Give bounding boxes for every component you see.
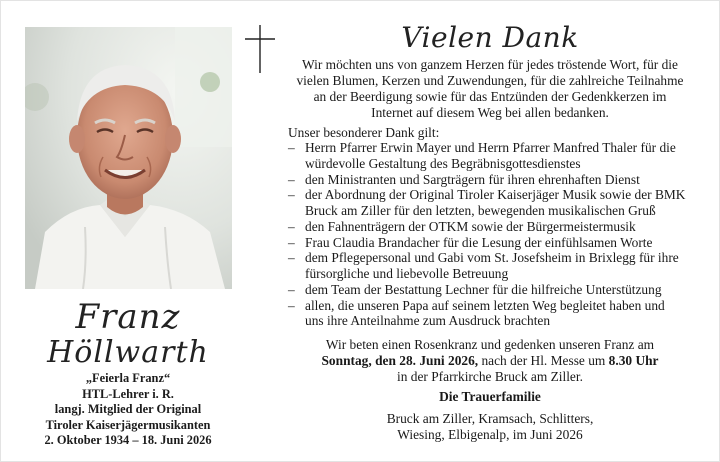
detail-line: Tiroler Kaiserjägermusikanten	[45, 417, 211, 432]
thanks-item	[288, 219, 698, 235]
rosary-line: in der Pfarrkirche Bruck am Ziller.	[397, 368, 583, 384]
thanks-item-line: – der Abordnung der Original Tiroler Kaiserjäger Musik sowie der BMK	[305, 187, 686, 203]
rosary-time: 8.30 Uhr	[608, 352, 659, 368]
last-name: Höllwarth	[47, 335, 209, 370]
thanks-title: Vielen Dank	[401, 21, 579, 54]
thanks-item-line: Bruck am Ziller für den letzten, bewegenden musikalischen Gruß	[305, 203, 656, 218]
thanks-item	[288, 250, 698, 282]
thanks-item-line: – allen, die unseren Papa auf seinem letzten Weg begleitet haben und	[305, 297, 665, 313]
life-dates: 2. Oktober 1934 – 18. Juni 2026	[44, 433, 212, 448]
detail-line: HTL-Lehrer i. R.	[82, 386, 174, 401]
thanks-item	[288, 187, 698, 219]
thanks-item-line: uns ihre Anteilnahme zum Ausdruck brachten	[305, 313, 551, 329]
nickname: „Feierla Franz“	[85, 371, 171, 385]
cross-icon	[243, 23, 277, 75]
intro-line: vielen Blumen, Kerzen und Zuwendungen, für die zahlreiche Teilnahme	[296, 72, 684, 88]
rosary-line	[285, 353, 695, 369]
rosary-mid: nach der Hl. Messe um	[478, 352, 609, 368]
rosary-announcement	[285, 337, 695, 384]
place-and-date	[285, 411, 695, 443]
thanks-item-line: – dem Pflegepersonal und Gabi vom St. Josefsheim in Brixlegg für ihre	[305, 250, 679, 266]
family-signature: Die Trauerfamilie	[439, 389, 541, 404]
rosary-date: Sonntag, den 28. Juni 2026,	[321, 352, 479, 368]
place-line: Bruck am Ziller, Kramsach, Schlitters,	[386, 411, 594, 426]
rosary-line: Wir beten einen Rosenkranz und gedenken unseren Franz am	[325, 337, 655, 352]
deceased-details	[1, 371, 255, 449]
intro-line: Internet auf diesem Weg bei allen bedanken.	[371, 104, 609, 120]
thanks-item	[288, 298, 698, 330]
intro-paragraph	[285, 57, 695, 121]
thanks-item	[288, 140, 698, 172]
thanks-item-line: würdevolle Gestaltung des Begräbnisgottesdienstes	[305, 155, 581, 171]
thanks-list	[288, 140, 698, 329]
thanks-item	[288, 282, 698, 298]
thanks-heading: Unser besonderer Dank gilt:	[288, 125, 440, 140]
thanks-item-line: – Frau Claudia Brandacher für die Lesung der einfühlsamen Worte	[305, 234, 653, 250]
thanks-item-line: – den Fahnenträgern der OTKM sowie der Bürgermeistermusik	[305, 218, 636, 234]
detail-line: langj. Mitglied der Original	[54, 402, 202, 417]
intro-line: Wir möchten uns von ganzem Herzen für jedes tröstende Wort, für die	[302, 57, 678, 72]
intro-line: an der Beerdigung sowie für das Entzünden der Gedenkkerzen im	[313, 88, 667, 104]
portrait-photo	[25, 27, 232, 289]
first-name: Franz	[75, 297, 181, 337]
thanks-item	[288, 235, 698, 251]
thanks-item-line: fürsorgliche und liebevolle Betreuung	[305, 266, 509, 281]
thanks-item-line: – Herrn Pfarrer Erwin Mayer und Herrn Pfarrer Manfred Thaler für die	[305, 140, 676, 155]
thanks-item-line: – dem Team der Bestattung Lechner für die hilfreiche Unterstützung	[305, 281, 662, 297]
thanks-item-line: – den Ministranten und Sargträgern für ihren ehrenhaften Dienst	[305, 171, 640, 187]
thanks-item	[288, 172, 698, 188]
place-line: Wiesing, Elbigenalp, im Juni 2026	[397, 427, 583, 442]
